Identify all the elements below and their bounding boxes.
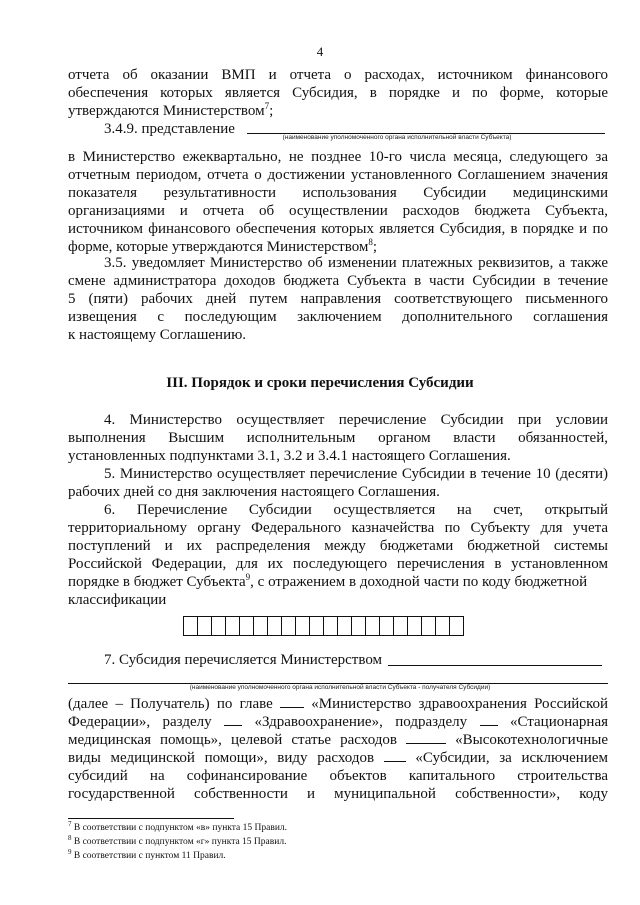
blank-target-article-field[interactable] <box>406 743 446 744</box>
item-7-body: (далее – Получатель) по главе «Министерство здравоохранения Российской Федерации», разделу «Здравоохранение», подразделу «Стационарная медицинская помощь», целевой статье расходов «Высокотехнологичные виды медицинской помощи», виду расходов «Субсидии, за исключением субсидий на софинансирование объектов капитального строительства государственной собственности и муниципальной собственности», коду <box>68 696 608 802</box>
code-cell[interactable] <box>197 616 212 636</box>
item-7-label: 7. Субсидия перечисляется Министерством <box>104 652 383 668</box>
blank-subsection-field[interactable] <box>480 725 498 726</box>
blank-expense-type-field[interactable] <box>384 761 406 762</box>
footnote-ref-7: 7 <box>264 101 270 111</box>
footnote-7: $^7$ В соответствии с подпунктом «в» пункта 15 Правил. <box>68 819 288 833</box>
code-cell[interactable] <box>365 616 380 636</box>
code-cell[interactable] <box>393 616 408 636</box>
code-cell[interactable] <box>225 616 240 636</box>
code-cell[interactable] <box>351 616 366 636</box>
code-cell[interactable] <box>295 616 310 636</box>
code-cell[interactable] <box>435 616 450 636</box>
budget-code-boxes[interactable] <box>183 616 463 636</box>
code-cell[interactable] <box>211 616 226 636</box>
code-cell[interactable] <box>421 616 436 636</box>
blank-chapter-field[interactable] <box>280 707 304 708</box>
code-cell[interactable] <box>379 616 394 636</box>
item-3-4-9-body: в Министерство ежеквартально, не позднее 10-го числа месяца, следующего за отчетным периодом, отчета о достижении установленного Соглашением значения показателя результативности использования Субсидии медицинскими организациями и отчета об осуществлении расходов бюджета Субъекта, источником финансового обеспечения которых является Субсидия, в порядке и по форме, которые утверждаются Министерством$^8$; <box>68 149 608 255</box>
footnote-separator <box>68 818 234 819</box>
footnote-9: $^9$ В соответствии с пунктом 11 Правил. <box>68 847 226 861</box>
page-number: 4 <box>316 44 324 59</box>
item-6: 6. Перечисление Субсидии осуществляется на счет, открытый территориальному органу Федерального казначейства по Субъекту для учета поступлений и их распределения между бюджетами бюджетной системы Российской Федерации, для их последующего перечисления в установленном порядке в бюджет Субъекта$^9$, с отражением в доходной части по коду бюджетной классификации <box>68 502 608 608</box>
blank-authority-line-7a <box>388 665 602 666</box>
code-cell[interactable] <box>281 616 296 636</box>
code-cell[interactable] <box>183 616 198 636</box>
code-cell[interactable] <box>253 616 268 636</box>
section-heading: III. Порядок и сроки перечисления Субсидии <box>166 375 474 391</box>
authority-caption: (наименование уполномоченного органа исполнительной власти Субъекта) <box>282 134 512 141</box>
recipient-caption: (наименование уполномоченного органа исполнительной власти Субъекта - получателя Субсидии) <box>189 684 491 691</box>
item-5: 5. Министерство осуществляет перечисление Субсидии в течение 10 (десяти) рабочих дней со дня заключения настоящего Соглашения. <box>68 466 608 500</box>
code-cell[interactable] <box>309 616 324 636</box>
code-cell[interactable] <box>337 616 352 636</box>
code-cell[interactable] <box>267 616 282 636</box>
footnote-8: $^8$ В соответствии с подпунктом «г» пункта 15 Правил. <box>68 833 287 847</box>
paragraph-vmp-reports: отчета об оказании ВМП и отчета о расходах, источником финансового обеспечения которых является Субсидия, в порядке и по форме, которые утверждаются Министерством$^7$; <box>68 67 608 119</box>
footnote-ref-9: 9 <box>245 572 251 582</box>
item-4: 4. Министерство осуществляет перечисление Субсидии при условии выполнения Высшим исполнительным органом власти обязанностей, установленных подпунктами 3.1, 3.2 и 3.4.1 настоящего Соглашения. <box>68 412 608 464</box>
item-3-5: 3.5. уведомляет Министерство об изменении платежных реквизитов, а также смене администратора доходов бюджета Субъекта в части Субсидии в течение 5 (пяти) рабочих дней путем направления соответствующего письменного извещения с последующим заключением дополнительного соглашения к настоящему Соглашению. <box>68 255 608 343</box>
item-3-4-9-label: 3.4.9. представление <box>104 121 235 137</box>
code-cell[interactable] <box>449 616 464 636</box>
code-cell[interactable] <box>323 616 338 636</box>
blank-section-field[interactable] <box>224 725 242 726</box>
code-cell[interactable] <box>239 616 254 636</box>
item-7-heading <box>68 651 608 669</box>
footnote-ref-8: 8 <box>368 237 373 247</box>
code-cell[interactable] <box>407 616 422 636</box>
